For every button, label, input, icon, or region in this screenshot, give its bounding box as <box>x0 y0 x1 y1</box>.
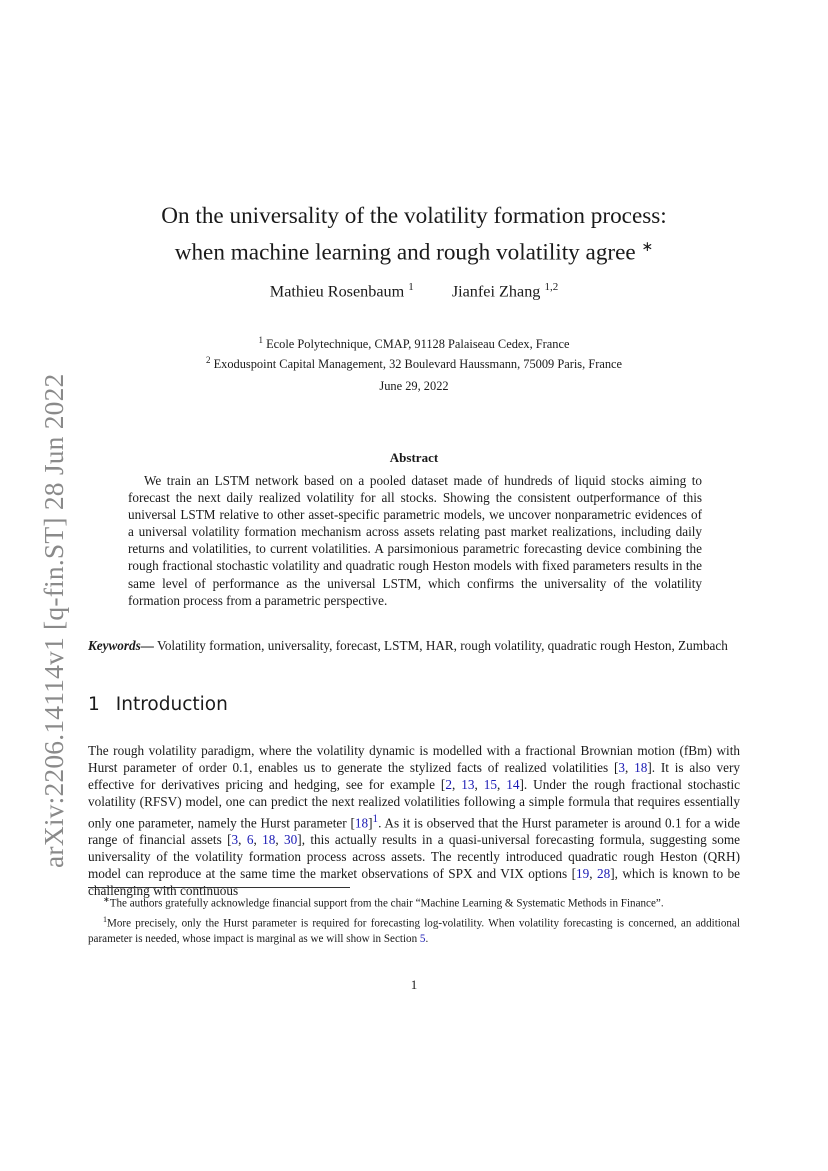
keywords-text: Volatility formation, universality, forecast, LSTM, HAR, rough volatility, quadratic rough Heston, Zumbach <box>153 638 728 653</box>
footnote-text: The authors gratefully acknowledge financial support from the chair “Machine Learning & Systematic Methods in Finance”. <box>109 897 664 910</box>
body-text: The rough volatility paradigm, where the volatility dynamic is modelled with a fractional Brownian motion (fBm) with Hurst parameter of order 0.1, enables us to generate the stylized facts of realized volatilities [ <box>88 743 740 775</box>
citation-link[interactable]: 13 <box>461 776 475 792</box>
paper-title <box>88 201 740 269</box>
affiliation-1 <box>88 332 740 352</box>
footnote-mark: ∗ <box>103 895 110 904</box>
footnote-mark: 1 <box>103 915 107 925</box>
affiliation-mark: 1 <box>258 335 263 345</box>
citation-link[interactable]: 28 <box>596 865 611 881</box>
section-title: Introduction <box>115 694 228 715</box>
footnote-text: More precisely, only the Hurst parameter is required for forecasting log-volatility. When volatility forecasting is concerned, an additional parameter is needed, whose impact is marginal as we will show in Section <box>88 917 740 946</box>
footnote-end: . <box>425 933 429 946</box>
title-line-2-text: when machine learning and rough volatility agree <box>174 239 636 266</box>
affiliation-mark: 2 <box>205 355 211 366</box>
section-number: 1 <box>88 694 100 715</box>
abstract-heading: Abstract <box>389 450 439 465</box>
body-text: ], this actually results in a quasi-universal forecasting formula, suggesting some universality of the volatility formation process across assets. The recently introduced quadratic rough Heston (QRH) model can reproduce at the same time the market observations of SPX and VIX options [ <box>88 831 741 881</box>
footnote-link[interactable]: 1 <box>372 812 379 825</box>
body-text: . As it is observed that the Hurst parameter is around 0.1 for a wide range of financial assets [ <box>88 815 740 847</box>
abstract-text: We train an LSTM network based on a pooled dataset made of hundreds of liquid stocks aiming to forecast the next daily realized volatility for all stocks. Showing the consistent outperformance of this universal LSTM relative to other asset-specific parametric models, we uncover nonparametric evidences of a universal volatility formation mechanism across assets relating past market realizations, including daily returns and volatilities, to current volatilities. A parsimonious parametric forecasting device combining the rough fractional stochastic volatility and quadratic rough Heston models with fixed parameters results in the same level of performance as the universal LSTM, which confirms the universality of the volatility formation process from a parametric perspective. <box>128 473 702 608</box>
citation-link[interactable]: 3 <box>618 759 625 775</box>
page-number: 1 <box>410 977 418 992</box>
author-name: Jianfei Zhang <box>451 282 541 301</box>
affiliation-text: Ecole Polytechnique, CMAP, 91128 Palaiseau Cedex, France <box>266 337 570 352</box>
keywords <box>88 637 740 654</box>
citation-link[interactable]: 18 <box>262 831 276 847</box>
footnote-hurst <box>88 912 740 948</box>
affiliation-text: Exoduspoint Capital Management, 32 Boulevard Haussmann, 75009 Paris, France <box>213 357 623 372</box>
author-list <box>88 281 740 301</box>
affiliations <box>88 332 740 372</box>
title-line-2 <box>88 232 740 269</box>
author-zhang <box>452 281 558 301</box>
citation-link[interactable]: 30 <box>284 831 298 847</box>
citation-link[interactable]: 18 <box>354 815 369 831</box>
author-rosenbaum <box>270 281 414 301</box>
citation-link[interactable]: 14 <box>506 776 520 792</box>
author-name: Mathieu Rosenbaum <box>269 282 405 301</box>
citation-link[interactable]: 19 <box>576 865 590 881</box>
intro-paragraph: The rough volatility paradigm, where the volatility dynamic is modelled with a fractional Brownian motion (fBm) with Hurst parameter of order 0.1, enables us to generate the stylized facts of realized volatilities [3, 18]. It is also very effective for derivatives pricing and hedging, see for example [2, 13, 15, 14]. Under the rough fractional stochastic volatility (RFSV) model, one can predict the next realized volatilities following a simple formula that requires essentially only one parameter, namely the Hurst parameter $[18]^1$. As it is observed that the Hurst parameter is around 0.1 for a wide range of financial assets [3, 6, 18, 30], this actually results in a quasi-universal forecasting formula, suggesting some universality of the volatility formation process across assets. The recently introduced quadratic rough Heston (QRH) model can reproduce at the same time the market observations of SPX and VIX options [19, 28], which is known to be challenging with continuous <box>88 743 741 898</box>
footnotes <box>88 892 740 948</box>
title-line-1: On the universality of the volatility formation process: <box>161 203 667 229</box>
citation-link[interactable]: 2 <box>445 776 452 792</box>
citation-link[interactable]: 15 <box>483 776 497 792</box>
body-text: ], which is known to be challenging with continuous <box>88 865 740 898</box>
citation-link[interactable]: 6 <box>246 831 254 847</box>
body-text: ]. Under the rough fractional stochastic volatility (RFSV) model, one can predict the next realized volatilities following a simple formula that requires essentially only one parameter, namely the Hurst parameter [ <box>88 776 741 831</box>
body-text: ]. It is also very effective for derivatives pricing and hedging, see for example [ <box>88 759 741 792</box>
keywords-label: Keywords— <box>88 638 154 653</box>
title-footnote-mark: ∗ <box>641 240 654 255</box>
arxiv-identifier: arXiv:2206.14114v1 [q-fin.ST] 28 Jun 2022 <box>38 373 69 868</box>
citation-link[interactable]: 18 <box>634 759 648 775</box>
footnote-funding <box>88 892 740 912</box>
author-affil-mark: 1 <box>408 281 414 293</box>
section-link[interactable]: 5 <box>419 933 426 946</box>
affiliation-2 <box>88 352 740 372</box>
paper-date: June 29, 2022 <box>379 379 449 393</box>
citation-link[interactable]: 3 <box>231 831 239 847</box>
author-affil-mark: 1,2 <box>544 281 559 293</box>
section-heading <box>88 694 228 715</box>
footnote-rule <box>88 887 350 888</box>
arxiv-stamp <box>20 362 69 868</box>
